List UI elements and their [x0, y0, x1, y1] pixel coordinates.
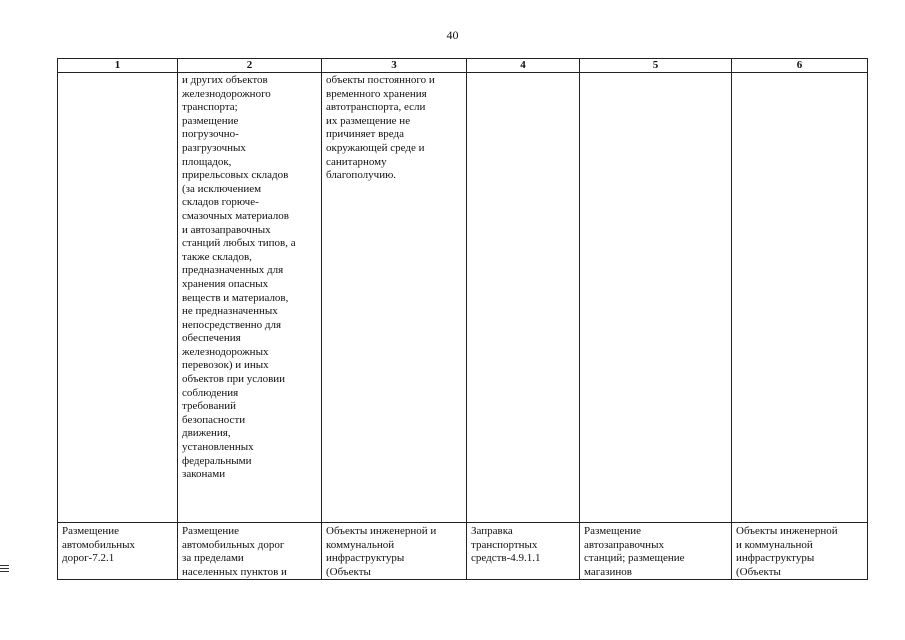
table-cell [467, 73, 580, 523]
column-header-2: 2 [178, 59, 322, 73]
menu-lines-icon [0, 565, 9, 574]
column-header-6: 6 [732, 59, 868, 73]
cell-text: Размещение автозаправочных станций; размещение магазинов [584, 525, 685, 578]
column-header-5: 5 [580, 59, 732, 73]
cell-text: Размещение автомобильных дорог за пределами населенных пунктов и [182, 525, 287, 578]
table-row [58, 73, 868, 523]
table-cell [58, 73, 178, 523]
cell-text: Заправка транспортных средств-4.9.1.1 [471, 525, 541, 565]
column-header-4: 4 [467, 59, 580, 73]
table-row [58, 523, 868, 580]
table-cell [732, 523, 868, 580]
zoning-table [57, 58, 868, 580]
cell-text: Объекты инженерной и коммунальной инфраструктуры (Объекты [326, 525, 437, 578]
table-cell [580, 523, 732, 580]
column-header-1: 1 [58, 59, 178, 73]
table-cell [178, 523, 322, 580]
table-cell [322, 523, 467, 580]
cell-text: объекты постоянного и временного хранения автотранспорта, если их размещение не причиняет вреда окружающей среде и санитарному благополучию. [326, 74, 435, 182]
table-cell [322, 73, 467, 523]
table-cell [580, 73, 732, 523]
table-cell [58, 523, 178, 580]
cell-text: Объекты инженерной и коммунальной инфраструктуры (Объекты [736, 525, 838, 578]
table-header-row [58, 59, 868, 73]
column-header-3: 3 [322, 59, 467, 73]
table-cell [467, 523, 580, 580]
table-cell [732, 73, 868, 523]
page-number: 40 [446, 28, 459, 42]
cell-text: и других объектов железнодорожного транспорта; размещение погрузочно- разгрузочных площадок, прирельсовых складов (за исключением складов горюче- смазочных материалов и автозаправочных станций любых типов, а также складов, предназначенных для хранения опасных веществ и материалов, не предназначенных непосредственно для обеспечения железнодорожных перевозок) и иных объектов при условии соблюдения требований безопасности движения, установленных федеральными законами [182, 74, 296, 481]
table-cell [178, 73, 322, 523]
cell-text: Размещение автомобильных дорог-7.2.1 [62, 525, 135, 565]
